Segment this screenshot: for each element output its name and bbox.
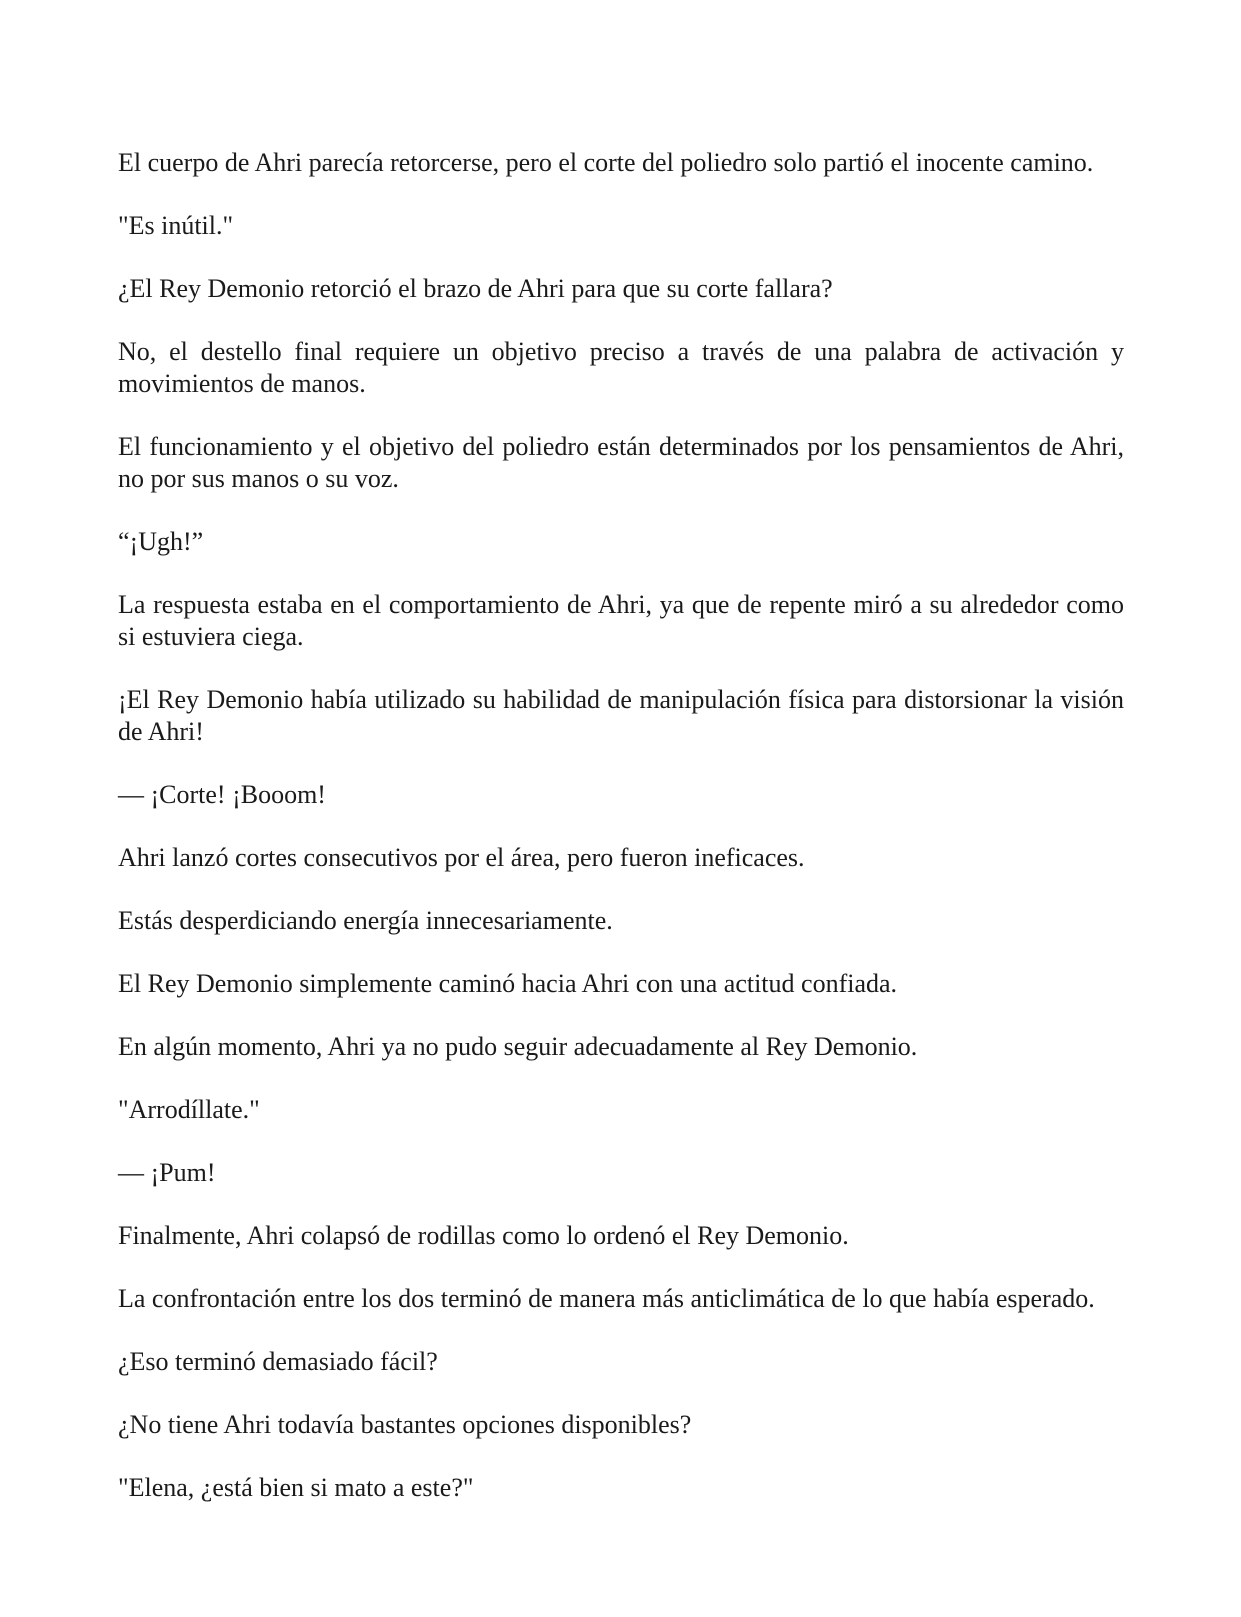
paragraph: ¿No tiene Ahri todavía bastantes opciones disponibles? bbox=[118, 1410, 692, 1439]
paragraph: — ¡Pum! bbox=[118, 1158, 216, 1187]
paragraph: La respuesta estaba en el comportamiento de Ahri, ya que de repente miró a su alrededor como si estuviera ciega. bbox=[118, 590, 1124, 651]
paragraph: — ¡Corte! ¡Booom! bbox=[118, 780, 326, 809]
paragraph: En algún momento, Ahri ya no pudo seguir adecuadamente al Rey Demonio. bbox=[118, 1032, 918, 1061]
paragraph: "Es inútil." bbox=[118, 211, 234, 240]
paragraph: ¿Eso terminó demasiado fácil? bbox=[118, 1347, 438, 1376]
paragraph: “¡Ugh!” bbox=[118, 527, 204, 556]
paragraph: Ahri lanzó cortes consecutivos por el área, pero fueron ineficaces. bbox=[118, 843, 805, 872]
paragraph: ¡El Rey Demonio había utilizado su habilidad de manipulación física para distorsionar la visión de Ahri! bbox=[118, 685, 1124, 746]
paragraph: El funcionamiento y el objetivo del poliedro están determinados por los pensamientos de Ahri, no por sus manos o su voz. bbox=[118, 432, 1124, 493]
paragraph: El Rey Demonio simplemente caminó hacia Ahri con una actitud confiada. bbox=[118, 969, 898, 998]
paragraph: La confrontación entre los dos terminó de manera más anticlimática de lo que había esperado. bbox=[118, 1284, 1095, 1313]
paragraph: No, el destello final requiere un objetivo preciso a través de una palabra de activación y movimientos de manos. bbox=[118, 337, 1124, 398]
paragraph: Finalmente, Ahri colapsó de rodillas como lo ordenó el Rey Demonio. bbox=[118, 1221, 849, 1250]
paragraph: ¿El Rey Demonio retorció el brazo de Ahri para que su corte fallara? bbox=[118, 274, 833, 303]
paragraph: "Arrodíllate." bbox=[118, 1095, 260, 1124]
paragraph: El cuerpo de Ahri parecía retorcerse, pero el corte del poliedro solo partió el inocente camino. bbox=[118, 148, 1094, 177]
paragraph: "Elena, ¿está bien si mato a este?" bbox=[118, 1473, 474, 1502]
paragraph: Estás desperdiciando energía innecesariamente. bbox=[118, 906, 613, 935]
document-body bbox=[118, 147, 1124, 1535]
